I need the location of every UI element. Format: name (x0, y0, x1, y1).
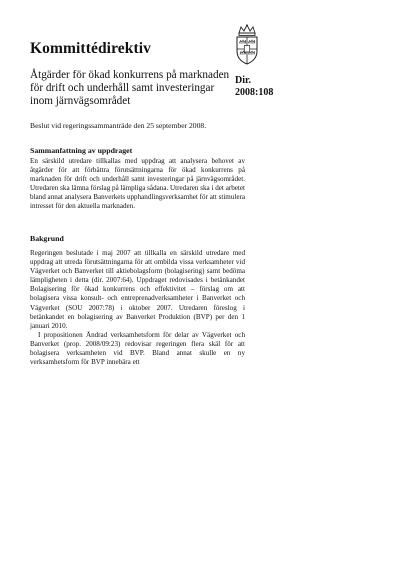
directive-label: Dir. (235, 75, 252, 86)
section-body-background (30, 249, 245, 367)
document-type-heading: Kommittédirektiv (30, 40, 151, 57)
section-heading-background: Bakgrund (30, 234, 64, 243)
swedish-royal-crest-icon (232, 24, 262, 66)
section-body-summary (30, 157, 245, 212)
document-title: Åtgärder för ökad konkurrens på marknaden för drift och underhåll samt investeringar inom järnvägsområdet (30, 69, 230, 108)
paragraph: I propositionen Ändrad verksamhetsform för delar av Vägverket och Banverket (prop. 2008/09:23) redovisar regeringen flera skäl för att bolagisera verksamheten vid BVP. Bland annat skulle en ny verksamhetsform för BVP innebära ett (30, 330, 245, 367)
decision-statement: Beslut vid regeringssammanträde den 25 september 2008. (30, 121, 207, 130)
paragraph: Regeringen beslutade i maj 2007 att tillkalla en särskild utredare med uppdrag att utreda förutsättningarna för att ombilda vissa verksamheter vid Vägverket och Banverket till aktiebolagsform (bolagisering) samt bedöma lämpligheten i detta (dir. 2007:64). Uppdraget redovisades i betänkandet Bolagisering för ökad konkurrens och effektivitet – förslag om att bolagisera vissa konsult- och entreprenadverksamheter i Banverket och Vägverket (SOU 2007:78) i oktober 2007. Utredaren föreslog i betänkandet en bolagisering av Banverket Produktion (BVP) per den 1 januari 2010. (30, 249, 245, 330)
directive-number: 2008:108 (235, 87, 274, 98)
section-heading-summary: Sammanfattning av uppdraget (30, 146, 133, 155)
paragraph: En särskild utredare tillkallas med uppdrag att analysera behovet av åtgärder för att förbättra förutsättningarna för ökad konkurrens på marknaden för drift och underhåll samt investeringar på järnvägsområdet. Utredaren ska lämna förslag på lämpliga sådana. Utredaren ska i det arbetet bland annat analysera Banverkets upphandlingsverksamhet för att stimulera intresset för den aktuella marknaden. (30, 157, 245, 211)
